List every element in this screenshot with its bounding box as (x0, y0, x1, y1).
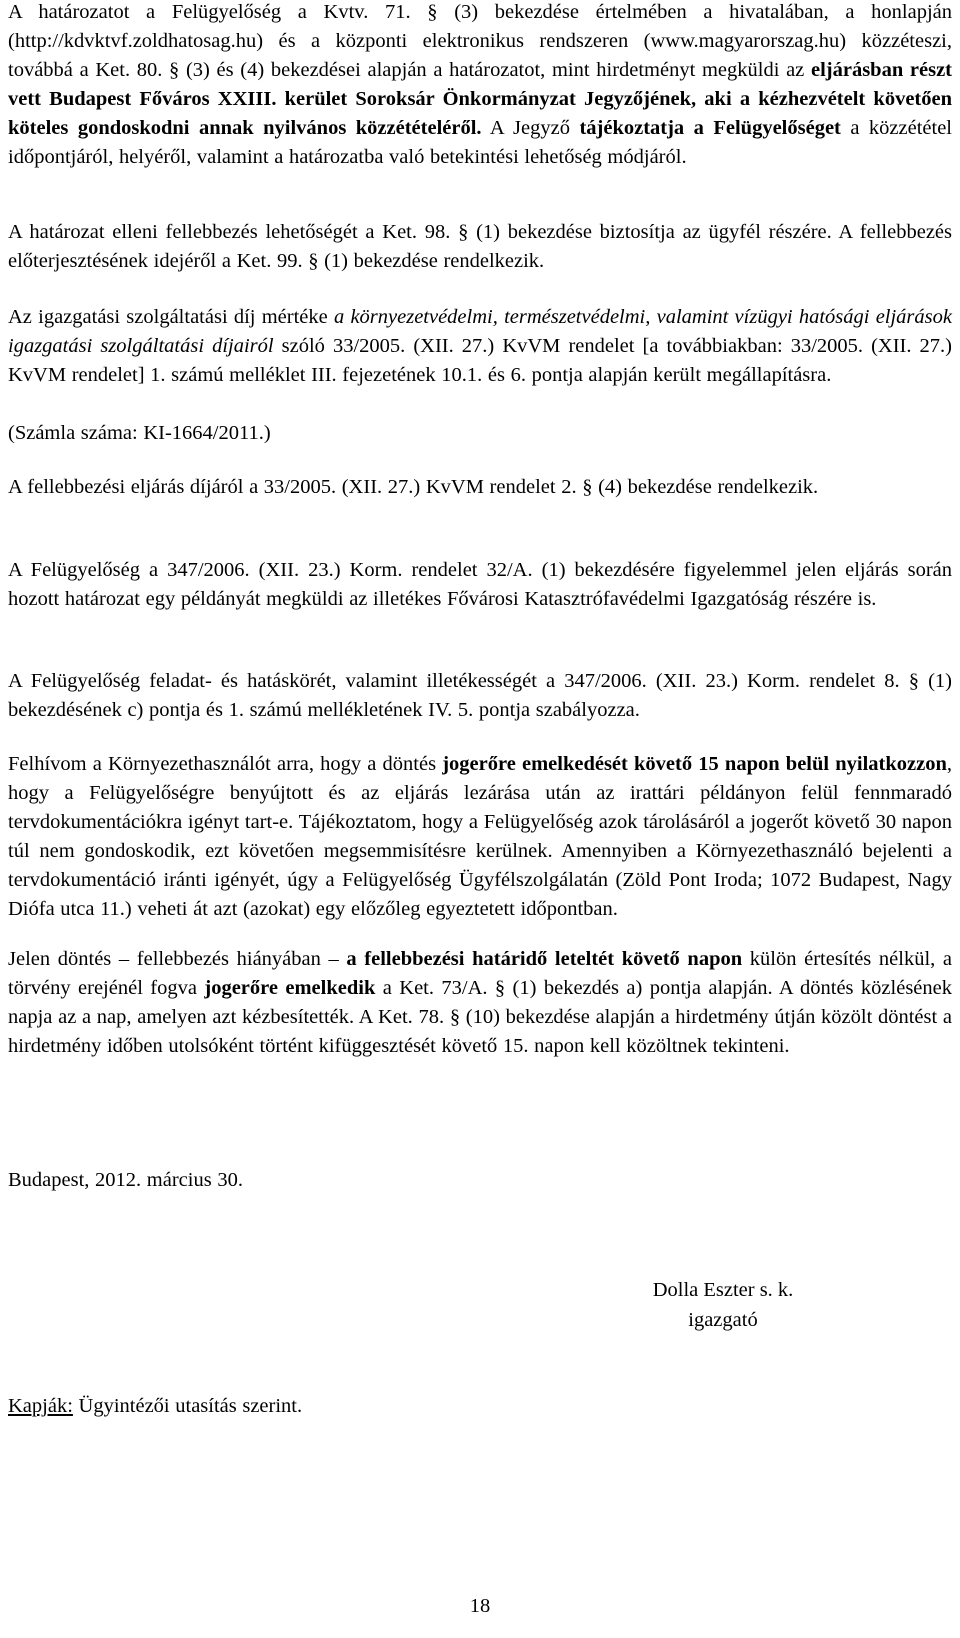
text-run: jogerőre emelkedését követő 15 napon belül nyilatkozzon (442, 753, 947, 775)
text-run: a fellebbezési határidő leteltét követő napon (346, 948, 743, 970)
recipients-text: Ügyintézői utasítás szerint. (72, 1395, 303, 1417)
invoice-number: (Számla száma: KI-1664/2011.) (8, 422, 271, 444)
paragraph-publication (8, 0, 952, 172)
text-run: jogerőre emelkedik (204, 977, 376, 999)
text-run: Felhívom a Környezethasználót arra, hogy a döntés (8, 753, 443, 775)
text-run: A Felügyelőség feladat- és hatáskörét, valamint illetékességét a 347/2006. (XII. 23.) Korm. rendelet 8. § (1) bekezdésének c) pontja és 1. számú mellékletének IV. 5. pontja szabályozza. (8, 670, 952, 721)
text-run: szóló 33/2005. (XII. 27.) KvVM rendelet [a továbbiakban: 33/2005. (XII. 27.) KvVM rendelet] 1. számú melléklet III. fejezetének 10.1. és 6. pontja alapján került megállapításra. (8, 335, 952, 386)
paragraph-competence (8, 667, 952, 725)
paragraph-disaster-directorate (8, 556, 952, 614)
paragraph-appeal (8, 218, 952, 276)
text-run: A Felügyelőség a 347/2006. (XII. 23.) Korm. rendelet 32/A. (1) bekezdésére figyelemmel jelen eljárás során hozott határozat egy példányát megküldi az illetékes Fővárosi Katasztrófavédelmi Igazgatóság részére is. (8, 559, 952, 610)
paragraph-documentation (8, 750, 952, 924)
text-run: Az igazgatási szolgáltatási díj mértéke (8, 306, 334, 328)
text-run: a közzététel időpontjáról, helyéről, valamint a határozatba való betekintési lehetőség módjáról. (8, 117, 952, 168)
text-run: , hogy a Felügyelőségre benyújtott és az eljárás lezárása után az irattári példányon felül fennmaradó tervdokumentációkra igényt tart-e. Tájékoztatom, hogy a Felügyelőség azok tárolásáról a jogerőt követő 30 napon túl nem gondoskodik, ezt követően megsemmisítésre kerülnek. Amennyiben a Környezethasználó bejelenti a tervdokumentáció iránti igényét, úgy a Felügyelőség Ügyfélszolgálatán (Zöld Pont Iroda; 1072 Budapest, Nagy Diófa utca 11.) veheti át azt (azokat) egy előzőleg egyeztetett időpontban. (8, 753, 952, 920)
text-run: eljárásban részt vett Budapest Főváros XXIII. kerület Soroksár Önkormányzat Jegyzőjének, aki a kézhezvételt követően köteles gondoskodni annak nyilvános közzétételéről. (8, 59, 952, 139)
text-run: Jelen döntés – fellebbezés hiányában – (8, 948, 347, 970)
signatory-title: igazgató (688, 1309, 758, 1331)
text-run: a környezetvédelmi, természetvédelmi, valamint vízügyi hatósági eljárások igazgatási szolgáltatási díjairól (8, 306, 952, 357)
recipients-line (8, 1392, 952, 1421)
paragraph-appeal-fee (8, 473, 952, 502)
text-run: A határozatot a Felügyelőség a Kvtv. 71. § (3) bekezdése értelmében a hivatalában, a honlapján (http://kdvktvf.zoldhatosag.hu) és a központi elektronikus rendszeren (www.magyarorszag.hu) közzéteszi, továbbá a Ket. 80. § (3) és (4) bekezdései alapján a határozatot, mint hirdetményt megküldi az (8, 1, 952, 81)
text-run: A Jegyző (481, 117, 580, 139)
text-run: A határozat elleni fellebbezés lehetőségét a Ket. 98. § (1) bekezdése biztosítja az ügyfél részére. A fellebbezés előterjesztésének idejéről a Ket. 99. § (1) bekezdése rendelkezik. (8, 221, 952, 272)
signature-block (638, 1275, 808, 1335)
text-run: a Ket. 73/A. § (1) bekezdés a) pontja alapján. A döntés közlésének napja az a nap, amelyen azt kézbesítették. A Ket. 78. § (10) bekezdése alapján a hirdetmény útján közölt döntést a hirdetmény időben utolsóként történt kifüggesztését követő 15. napon kell közöltnek tekinteni. (8, 977, 952, 1057)
text-run: külön értesítés nélkül, a törvény erejénél fogva (8, 948, 953, 999)
signatory-name: Dolla Eszter s. k. (652, 1279, 794, 1301)
date-line: Budapest, 2012. március 30. (8, 1169, 243, 1191)
paragraph-finality (8, 945, 952, 1061)
page-number: 18 (469, 1595, 491, 1617)
paragraph-fee (8, 303, 952, 390)
recipients-label: Kapják: (8, 1395, 73, 1417)
text-run: A fellebbezési eljárás díjáról a 33/2005. (XII. 27.) KvVM rendelet 2. § (4) bekezdése rendelkezik. (8, 476, 819, 498)
text-run: tájékoztatja a Felügyelőséget (579, 117, 841, 139)
